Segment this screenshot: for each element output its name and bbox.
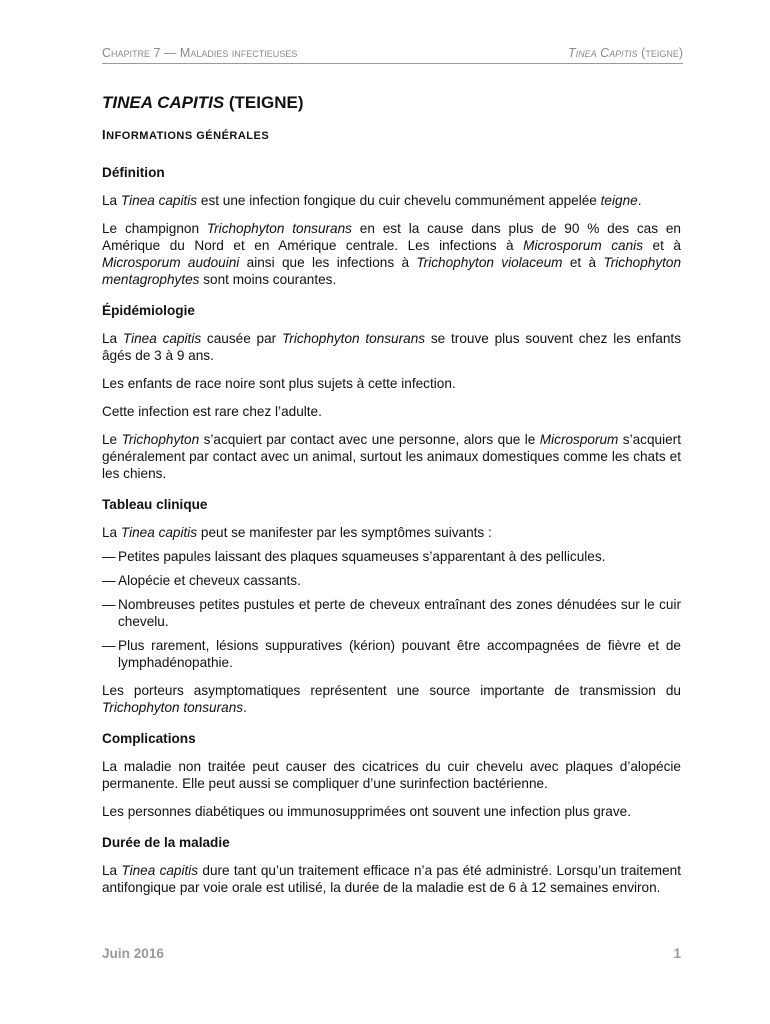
complications-paragraph-2: Les personnes diabétiques ou immunosupprimées ont souvent une infection plus grave. xyxy=(102,804,631,819)
symptom-item: — Petites papules laissant des plaques squameuses s’apparentant à des pellicules. xyxy=(102,548,681,565)
page-footer xyxy=(102,946,681,961)
subtitle-first-letter: I xyxy=(102,127,107,142)
heading-clinical: Tableau clinique xyxy=(102,497,208,512)
header-topic-rest: (teigne) xyxy=(637,46,683,60)
symptom-item: — Plus rarement, lésions suppuratives (kérion) pouvant être accompagnées de fièvre et de lymphadénopathie. xyxy=(102,637,681,671)
heading-definition: Définition xyxy=(102,165,165,180)
title-italic: TINEA CAPITIS xyxy=(102,93,225,112)
section-subtitle xyxy=(102,126,681,145)
epidemiology-paragraph-1: La Tinea capitis causée par Trichophyton tonsurans se trouve plus souvent chez les enfants âgés de 3 à 9 ans. xyxy=(102,331,681,363)
definition-paragraph-1: La Tinea capitis est une infection fongique du cuir chevelu communément appelée teigne. xyxy=(102,193,642,208)
footer-date: Juin 2016 xyxy=(102,946,164,961)
page-title xyxy=(102,92,681,114)
epidemiology-paragraph-3: Cette infection est rare chez l’adulte. xyxy=(102,404,322,419)
complications-paragraph-1: La maladie non traitée peut causer des cicatrices du cuir chevelu avec plaques d’alopécie permanente. Elle peut aussi se compliquer d’une surinfection bactérienne. xyxy=(102,759,681,791)
heading-epidemiology: Épidémiologie xyxy=(102,303,195,318)
duration-paragraph-1: La Tinea capitis dure tant qu’un traitement efficace n’a pas été administré. Lorsqu’un traitement antifongique par voie orale est utilisé, la durée de la maladie est de 6 à 12 semaines environ. xyxy=(102,863,681,895)
page-content xyxy=(102,92,681,896)
heading-complications: Complications xyxy=(102,731,196,746)
heading-duration: Durée de la maladie xyxy=(102,835,230,850)
epidemiology-paragraph-2: Les enfants de race noire sont plus sujets à cette infection. xyxy=(102,376,456,391)
header-chapter: Chapitre 7 — Maladies infectieuses xyxy=(102,46,298,60)
header-topic-italic: Tinea Capitis xyxy=(568,46,638,60)
page-number: 1 xyxy=(673,946,681,961)
clinical-intro: La Tinea capitis peut se manifester par les symptômes suivants : xyxy=(102,525,492,540)
definition-paragraph-2: Le champignon Trichophyton tonsurans en est la cause dans plus de 90 % des cas en Amérique du Nord et en Amérique centrale. Les infections à Microsporum canis et à Microsporum audouini ainsi que les infections à Trichophyton violaceum et à Trichophyton mentagrophytes sont moins courantes. xyxy=(102,221,682,287)
title-rest: (TEIGNE) xyxy=(224,93,304,112)
epidemiology-paragraph-4: Le Trichophyton s’acquiert par contact avec une personne, alors que le Microsporum s’acquiert généralement par contact avec un animal, surtout les animaux domestiques comme les chats et les chiens. xyxy=(102,432,681,481)
running-header xyxy=(102,46,683,64)
subtitle-rest: NFORMATIONS GÉNÉRALES xyxy=(106,130,270,142)
symptom-item: — Nombreuses petites pustules et perte de cheveux entraînant des zones dénudées sur le cuir chevelu. xyxy=(102,596,681,630)
clinical-outro: Les porteurs asymptomatiques représentent une source importante de transmission du Trichophyton tonsurans. xyxy=(102,683,681,715)
header-topic xyxy=(568,46,683,60)
symptom-item: — Alopécie et cheveux cassants. xyxy=(102,572,681,589)
